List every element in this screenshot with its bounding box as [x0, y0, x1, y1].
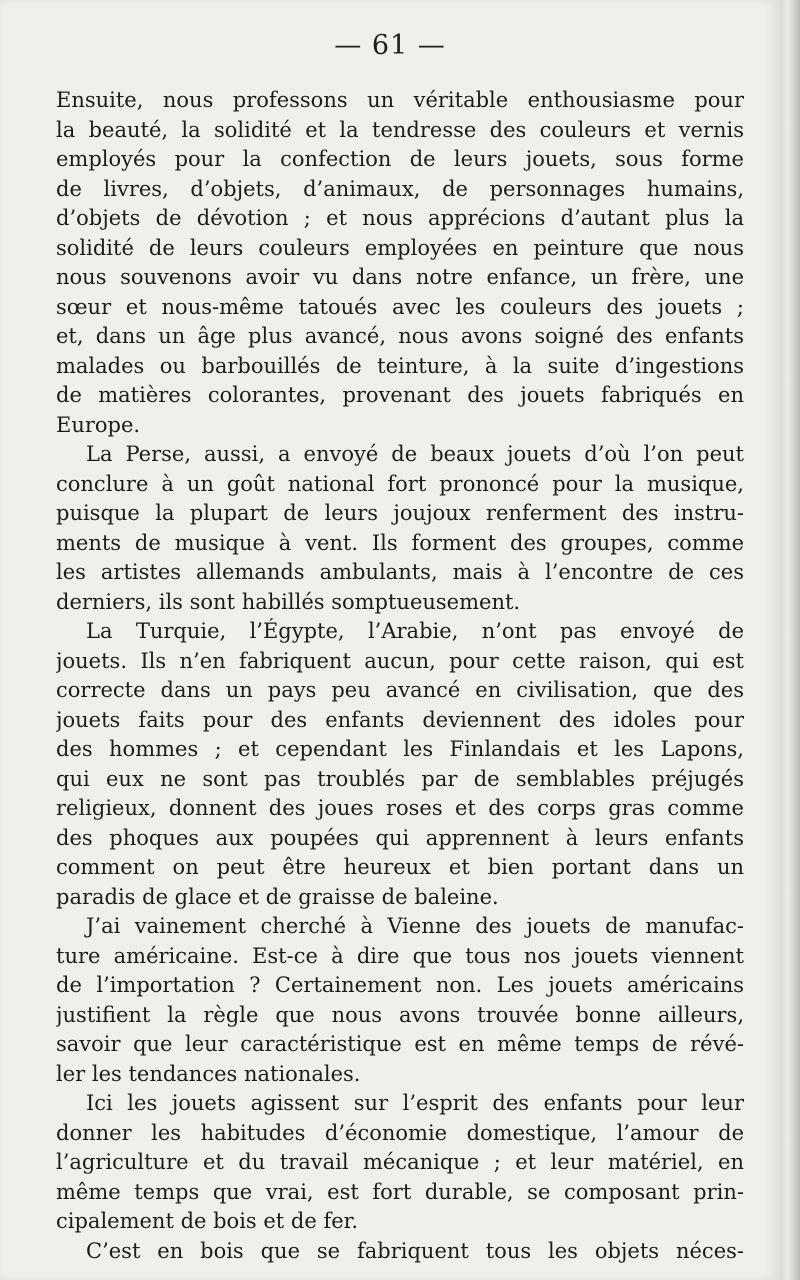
text-line: La Turquie, l’Égypte, l’Arabie, n’ont pas envoyé de [86, 619, 744, 643]
text-line: cipalement de bois et de fer. [56, 1209, 359, 1233]
text-line: J’ai vainement cherché à Vienne des jouets de manufac- [86, 914, 744, 938]
text-line: ments de musique à vent. Ils forment des groupes, comme [56, 530, 744, 555]
text-line: d’objets de dévotion ; et nous apprécions d’autant plus la [56, 206, 744, 230]
text-line: justifient la règle que nous avons trouvée bonne ailleurs, [56, 1002, 744, 1027]
text-line: de l’importation ? Certainement non. Les jouets américains [56, 973, 744, 997]
text-line: Europe. [56, 412, 141, 437]
text-line: jouets faits pour des enfants deviennent des idoles pour [56, 707, 744, 732]
text-line: des hommes ; et cependant les Finlandais et les Lapons, [56, 737, 744, 761]
text-line: nous souvenons avoir vu dans notre enfance, un frère, une [56, 265, 744, 289]
text-line: de matières colorantes, provenant des jouets fabriqués en [56, 383, 744, 407]
text-line: employés pour la confection de leurs jouets, sous forme [56, 147, 744, 171]
text-line: puisque la plupart de leurs joujoux renferment des instru- [56, 501, 744, 525]
text-line: ture américaine. Est-ce à dire que tous nos jouets viennent [56, 943, 744, 968]
text-line: paradis de glace et de graisse de baleine. [56, 884, 499, 909]
text-line: comment on peut être heureux et bien portant dans un [56, 855, 744, 879]
text-line: donner les habitudes d’économie domestique, l’amour de [56, 1120, 744, 1145]
text-line: derniers, ils sont habillés somptueusement. [56, 589, 521, 614]
text-line: même temps que vrai, est fort durable, se composant prin- [56, 1179, 744, 1204]
page-edge [780, 0, 800, 1280]
text-line: Ensuite, nous professons un véritable enthousiasme pour [56, 88, 744, 112]
text-line: la beauté, la solidité et la tendresse des couleurs et vernis [56, 117, 744, 142]
text-line: des phoques aux poupées qui apprennent à leurs enfants [56, 825, 744, 850]
text-line: sœur et nous-même tatoués avec les couleurs des jouets ; [56, 294, 744, 319]
text-line: et, dans un âge plus avancé, nous avons soigné des enfants [56, 324, 744, 348]
text-line: C’est en bois que se fabriquent tous les objets néces- [86, 1238, 744, 1263]
text-line: l’agriculture et du travail mécanique ; et leur matériel, en [56, 1150, 744, 1174]
text-line: La Perse, aussi, a envoyé de beaux jouets d’où l’on peut [86, 442, 744, 466]
text-line: savoir que leur caractéristique est en même temps de révé- [56, 1032, 744, 1056]
page-number: — 61 — [334, 30, 446, 61]
text-line: solidité de leurs couleurs employées en peinture que nous [56, 235, 744, 260]
text-line: ler les tendances nationales. [56, 1061, 361, 1086]
text-line: de livres, d’objets, d’animaux, de personnages humains, [56, 176, 744, 201]
text-line: jouets. Ils n’en fabriquent aucun, pour cette raison, qui est [56, 648, 744, 673]
text-line: correcte dans un pays peu avancé en civilisation, que des [56, 678, 744, 702]
text-line: les artistes allemands ambulants, mais à l’encontre de ces [56, 560, 744, 584]
text-line: conclure à un goût national fort prononcé pour la musique, [56, 471, 744, 496]
text-line: malades ou barbouillés de teinture, à la suite d’ingestions [56, 353, 744, 378]
body-text [56, 86, 744, 1266]
text-line: Ici les jouets agissent sur l’esprit des enfants pour leur [86, 1091, 744, 1115]
text-line: qui eux ne sont pas troublés par de semblables préjugés [56, 766, 744, 791]
text-line: religieux, donnent des joues roses et des corps gras comme [56, 796, 744, 820]
